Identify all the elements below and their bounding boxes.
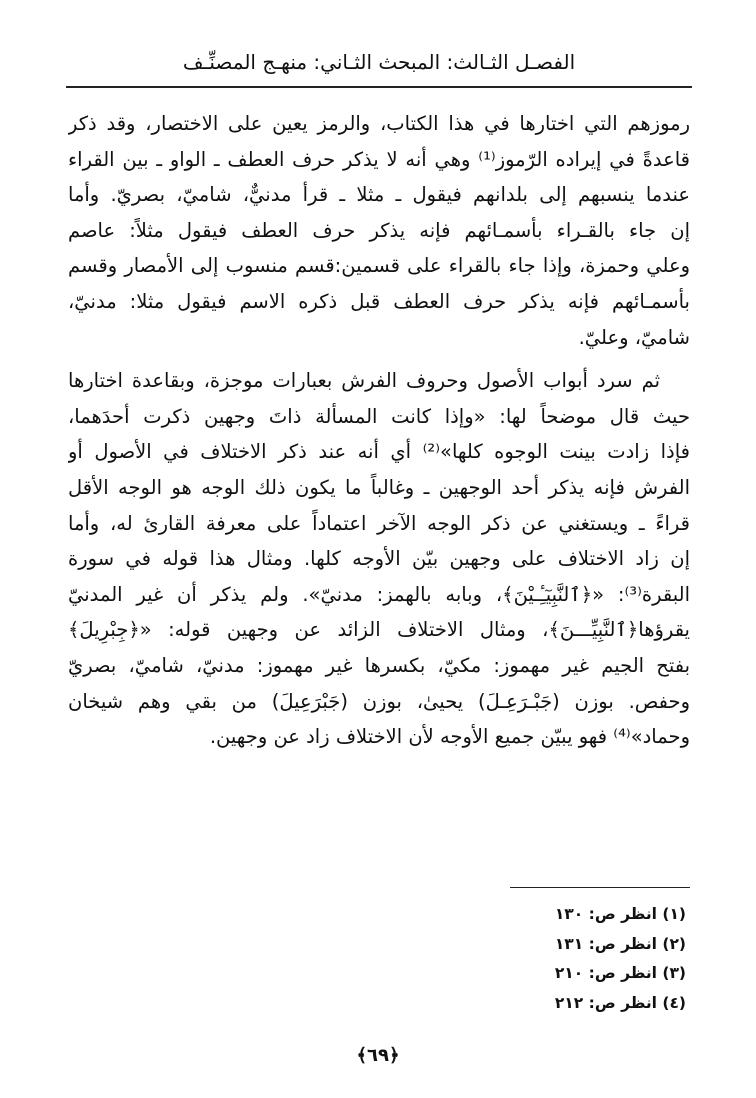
text-line: وعلي وحمزة، وإذا جاء بالقراء على قسمين:قسم منسوب إلى الأمصار وقسم	[68, 254, 690, 278]
running-header: الفصـل الثـالث: المبحث الثـاني: منهـج المصنِّـف	[182, 50, 576, 74]
text-line: إن جاء بالقـراء بأسمـائهم فإنه يذكر حرف العطف فيقول مثلاً: عاصم	[68, 218, 690, 242]
text-line: قراءً ـ ويستغني عن ذكر الوجه الآخر اعتماداً على معرفة القارئ له، وأما	[68, 511, 690, 535]
text-line: بفتح الجيم غير مهموز: مكيّ، بكسرها غير مهموز: مدنيّ، شاميّ، بصريّ	[68, 653, 690, 677]
text-line: عندما ينسبهم إلى بلدانهم فيقول ـ مثلا ـ قرأ مدنيٌّ، شاميّ، بصريّ. وأما	[68, 183, 690, 207]
page-number: ﴿٦٩﴾	[356, 1045, 400, 1066]
text-line: وحماد»⁽⁴⁾ فهو يبيّن جميع الأوجه لأن الاختلاف زاد عن وجهين.	[209, 725, 690, 749]
text-line: قاعدةً في إيراده الرّموز⁽¹⁾ وهي أنه لا يذكر حرف العطف ـ الواو ـ بين القراء	[68, 147, 690, 171]
text-line: ثم سرد أبواب الأصول وحروف الفرش بعبارات موجزة، وبقاعدة اختارها	[68, 369, 660, 393]
paragraph-gap	[68, 355, 690, 363]
text-line: البقرة⁽³⁾: «﴿ٱلنَّبِيٓـِٔـيْنَ﴾، وبابه بالهمز: مدنيّ». ولم يذكر أن غير المدنيّ	[68, 582, 690, 606]
text-line: شاميّ، وعليّ.	[578, 325, 690, 349]
footnote-rule	[510, 887, 690, 888]
footnote: (٣) انظر ص: ٢١٠	[554, 964, 686, 982]
text-line: وحفص. بوزن (جَبْـرَعِـلَ) يحيىٰ، بوزن (جَبْرَعِيلَ) من بقي وهم شيخان	[68, 689, 690, 713]
footnote: (٤) انظر ص: ٢١٢	[554, 993, 686, 1012]
footnote: (٢) انظر ص: ١٣١	[554, 934, 686, 953]
text-line: بأسمـائهم فإنه يذكر حرف العطف قبل ذكره الاسم فيقول مثلا: مدنيّ،	[68, 289, 690, 313]
header-rule	[66, 86, 692, 88]
text-line: فإذا زادت بينت الوجوه كلها»⁽²⁾ أي أنه عند ذكر الاختلاف في الأصول أو	[68, 440, 690, 464]
footnotes	[555, 900, 686, 1018]
text-line: حيث قال موضحاً لها: «وإذا كانت المسألة ذاتَ وجهين ذكرت أحدَهما،	[68, 404, 690, 428]
text-line: الفرش فإنه يذكر أحد الوجهين ـ وغالباً ما يكون ذلك الوجه هو الوجه الأقل	[68, 475, 690, 499]
text-line: رموزهم التي اختارها في هذا الكتاب، والرمز يعين على الاختصار، وقد ذكر	[68, 112, 690, 135]
footnote: (١) انظر ص: ١٣٠	[554, 905, 686, 923]
main-text	[68, 106, 690, 755]
text-line: إن زاد الاختلاف على وجهين بيّن الأوجه كلها. ومثال هذا قوله في سورة	[68, 547, 690, 571]
text-line: يقرؤها﴿ٱلنَّبِيِّـــنَ﴾، ومثال الاختلاف الزائد عن وجهين قوله: «﴿جِبْرِيلَ﴾	[68, 618, 690, 642]
